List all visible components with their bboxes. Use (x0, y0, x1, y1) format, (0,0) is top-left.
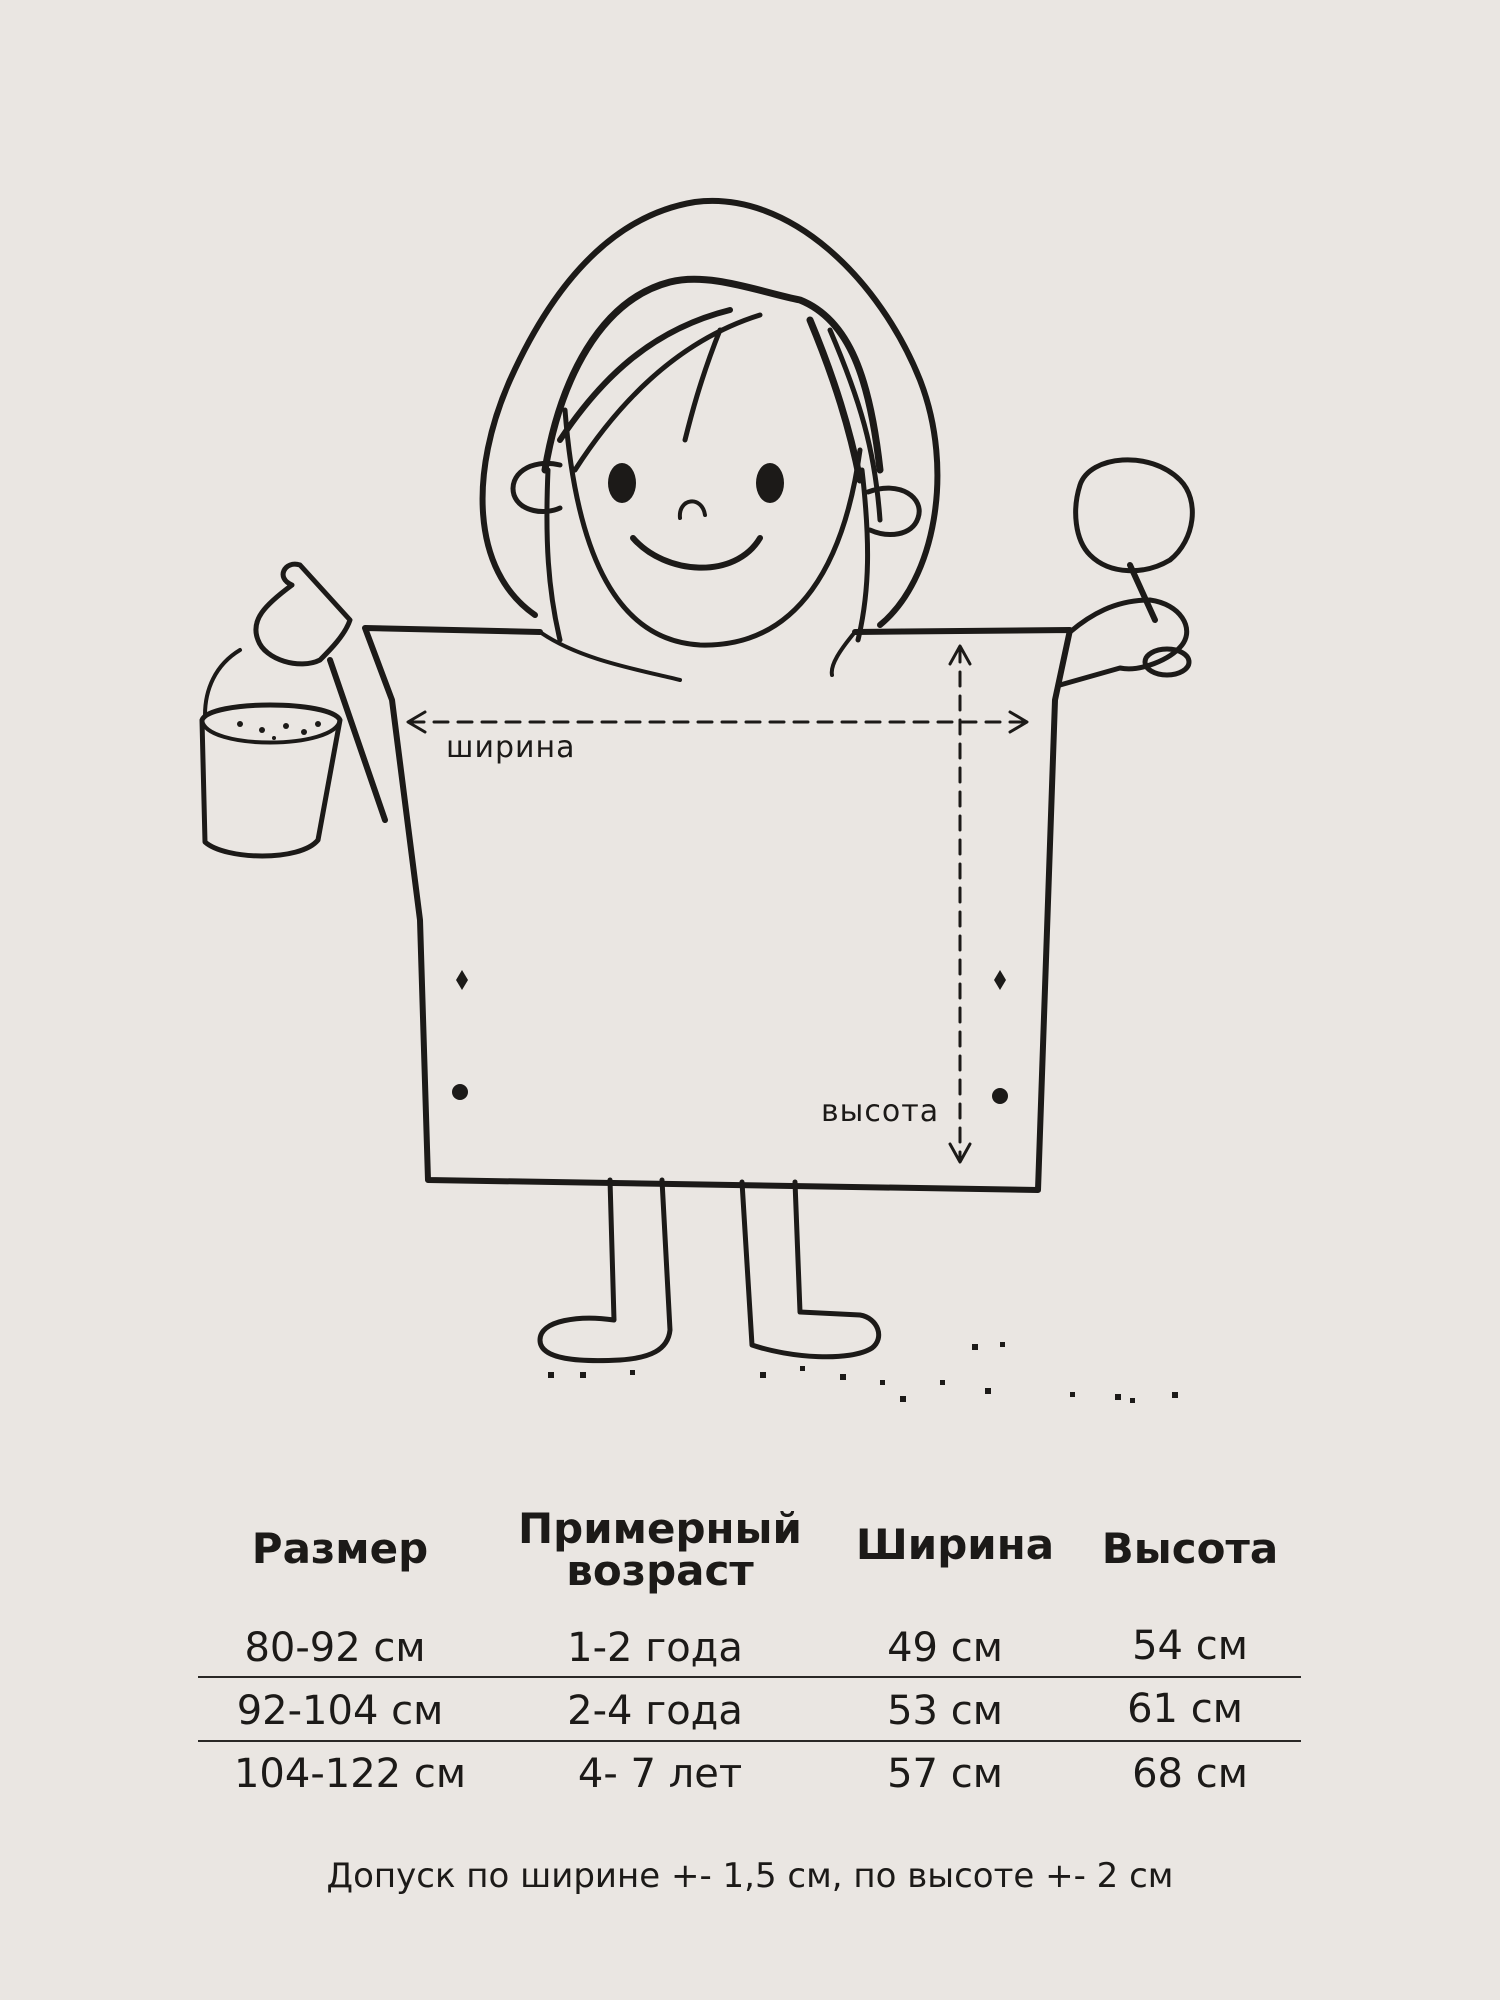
bucket (202, 705, 340, 856)
width-label: ширина (446, 730, 576, 765)
row-size: 104-122 см (233, 1751, 466, 1797)
row-age: 1-2 года (567, 1625, 743, 1671)
row-age: 4- 7 лет (577, 1751, 743, 1797)
right-eye (756, 463, 784, 503)
row-height: 68 см (1132, 1751, 1248, 1797)
nose (680, 501, 705, 518)
shovel-handle (1130, 565, 1155, 620)
header-age-line1: Примерный (518, 1504, 802, 1553)
header-height: Высота (1101, 1524, 1279, 1573)
left-ear (513, 463, 560, 511)
height-label: высота (821, 1094, 940, 1129)
right-leg (742, 1182, 879, 1357)
header-age (510, 1504, 810, 1595)
row-width: 53 см (887, 1688, 1003, 1734)
mouth (633, 538, 760, 568)
row-height: 61 см (1127, 1686, 1243, 1732)
left-leg (540, 1180, 670, 1361)
header-age-line2: возраст (566, 1546, 754, 1595)
row-width: 57 см (887, 1751, 1003, 1797)
shovel-blade (1076, 460, 1193, 571)
poncho-outline (365, 628, 1070, 1190)
row-height: 54 см (1132, 1623, 1248, 1669)
row-width: 49 см (887, 1625, 1003, 1671)
header-width: Ширина (855, 1520, 1055, 1569)
right-hand (1060, 600, 1187, 685)
left-eye (608, 463, 636, 503)
face-outline (565, 410, 860, 645)
left-hand (256, 564, 350, 664)
row-size: 92-104 см (236, 1688, 444, 1734)
row-divider (198, 1676, 1301, 1678)
header-size: Размер (251, 1524, 429, 1573)
row-age: 2-4 года (567, 1688, 743, 1734)
row-size: 80-92 см (244, 1625, 426, 1671)
tolerance-note: Допуск по ширине +- 1,5 см, по высоте +- 2 см (326, 1856, 1174, 1896)
row-divider (198, 1740, 1301, 1742)
